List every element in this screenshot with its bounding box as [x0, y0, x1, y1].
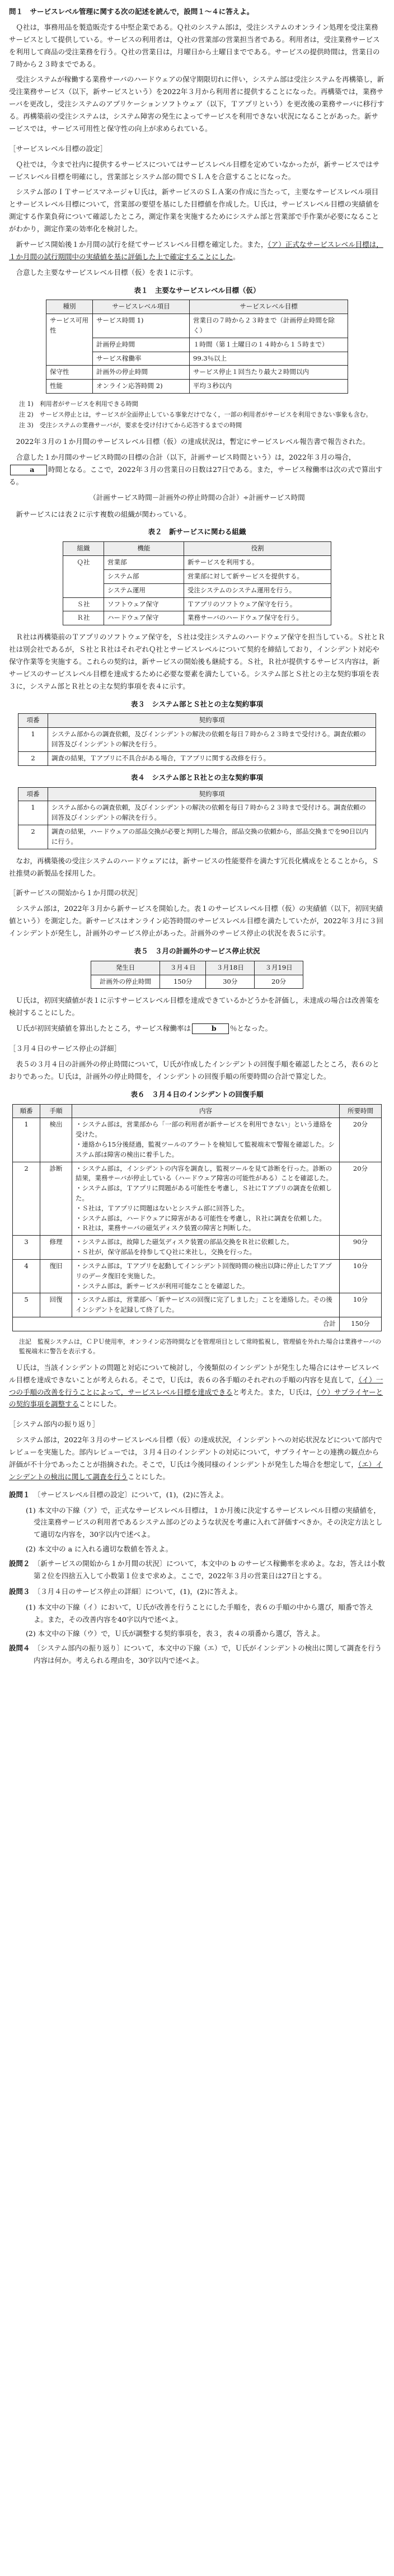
availability-text-post: ％となった。	[230, 1024, 273, 1033]
calc-paragraph-2	[9, 451, 385, 488]
question-item	[9, 1586, 385, 1598]
table1-header: サービスレベル目標	[190, 300, 348, 314]
calc-paragraph-1: 2022年３月の１か月間のサービスレベル目標（仮）の達成状況は，暫定にサービスレベル報告書で報告された。	[16, 437, 370, 446]
question-text: 〔３月４日のサービス停止の詳細〕について，(1)，(2)に答えよ。	[37, 1587, 242, 1596]
start-paragraph: システム部は，2022年３月から新サービスを開始した。表１のサービスレベル目標（仮）の実績値（以下，初回実績値という）を測定した。新サービスはオンライン応答時間のサービスレベル目標を満たしていたが，2022年３月に３回インシデントが発生し，計画外のサービス停止があった。計画外のサービス停止の状況を表５に示す。	[9, 904, 383, 938]
blank-a-box: a	[10, 465, 47, 475]
calc-text: 合意した１か月間のサービス時間の目標の合計（以下，計画サービス時間という）は，2022年３月の場合，	[16, 453, 356, 462]
review-text-pre: システム部は，2022年３月のサービスレベル目標（仮）の達成状況，インシデントへの対応状況などについて部内でレビューを実施した。部内レビューでは，３月４日のインシデントの対応について，サプライヤーとの連携の観点から評価が不十分であったことが指摘された。そこで，Ｕ氏は今後同様のインシデントが発生した場合を想定して，	[9, 1436, 383, 1469]
table6-step: 回復	[40, 1293, 72, 1317]
table1-item: 計画外の停止時間	[93, 366, 190, 380]
table2-role: 受注システムのシステム運用を行う。	[184, 583, 331, 597]
table4-text: システム部からの調査依頼，及びインシデントの解決の依頼を毎日７時から２３時まで受付ける。調査依頼の回答及びインシデントの解決を行う。	[48, 801, 376, 825]
table3-no: 2	[18, 751, 48, 765]
table1	[46, 300, 348, 394]
table2-org: Ｓ社	[63, 597, 104, 611]
table6-header: 順番	[13, 1104, 40, 1118]
table6-time: 10分	[340, 1259, 382, 1293]
table6-no: 3	[13, 1236, 40, 1260]
table6-no: 2	[13, 1162, 40, 1236]
table3-header: 契約事項	[48, 714, 376, 728]
question-text: 〔新サービスの開始から１か月間の状況〕について，本文中の b のサービス稼働率を求めよ。なお，答えは小数第２位を四捨五入して小数第１位まで求めよ。ここで，2022年３月の営業日は27日とする。	[34, 1559, 385, 1580]
table5-row-label: 計画外の停止時間	[91, 975, 160, 989]
table6-step: 修理	[40, 1236, 72, 1260]
table6-time: 90分	[340, 1236, 382, 1260]
sla-text-pre: 新サービス開始後１か月間の試行を経てサービスレベル目標を確定した。また，	[16, 240, 268, 249]
table6-content: ・システム部は，営業部へ「新サービスの回復に完了しました」ことを連絡した。その後インシデントを記録して終了した。	[72, 1293, 340, 1317]
table6-content: ・システム部は，Ｔアプリを起動してインシデント回復時間の検出以降に停止したＴアプリのデータ復旧を実施した。 ・システム部は，新サービスが利用可能なことを確認した。	[72, 1259, 340, 1293]
question-label: 設問４	[9, 1644, 30, 1653]
table4-caption: 表４ システム部とＲ社との主な契約事項	[130, 773, 264, 782]
question-label: 設問１	[9, 1490, 30, 1499]
hardware-paragraph: なお，再構築後の受注システムのハードウェアには，新サービスの性能要件を満たす冗長化構成をとることから，Ｓ社推奨の新製品を採用した。	[9, 856, 379, 877]
table3-text: システム部からの調査依頼，及びインシデントの解決の依頼を毎日７時から２３時まで受付ける。調査依頼の回答及びインシデントの解決を行う。	[48, 728, 376, 752]
table2-role: Ｔアプリのソフトウェア保守を行う。	[184, 597, 331, 611]
table5-caption: 表５ ３月の計画外のサービス停止状況	[134, 946, 260, 955]
table5-header: 発生日	[91, 961, 160, 975]
review-paragraph	[9, 1434, 385, 1483]
table1-target: 99.3％以上	[190, 352, 348, 366]
question-label: 設問３	[9, 1587, 30, 1596]
table5-header: ３月４日	[160, 961, 206, 975]
question-label: 設問２	[9, 1559, 30, 1568]
table4	[18, 787, 376, 849]
table5-value: 30分	[206, 975, 255, 989]
table2-org: Ｑ社	[63, 556, 104, 597]
section-heading-sla: ［サービスレベル目標の設定］	[9, 144, 107, 153]
evaluation-paragraph: Ｕ氏は，初回実績値が表１に示すサービスレベル目標を達成できているかどうかを評価し，未達成の場合は改善策を検討することにした。	[9, 996, 380, 1017]
table6-content: ・システム部は，営業部から「一部の利用者が新サービスを利用できない」という連絡を受けた。 ・連絡から15分後経過，監視ツールのアラートを検知して監視端末で警報を確認した。システム部は障害の検出に着手した。	[72, 1118, 340, 1162]
table5-header: ３月19日	[255, 961, 303, 975]
table5	[91, 961, 303, 989]
table1-note: 注 1) 利用者がサービスを利用できる時間	[19, 400, 138, 408]
table5-header: ３月18日	[206, 961, 255, 975]
availability-formula: （計画サービス時間－計画外の停止時間の合計）÷計画サービス時間	[89, 493, 305, 502]
table6-note: 注記 監視システムは，ＣＰＵ使用率，オンライン応答時間などを管理項目として常時監視し，管理値を外れた場合は業務サーバの監視端末に警告を表示する。	[19, 1338, 382, 1355]
table1-kind: サービス可用性	[46, 314, 93, 366]
table1-header: 種別	[46, 300, 93, 314]
table6-caption: 表６ ３月４日のインシデントの回復手順	[130, 1090, 264, 1098]
table4-no: 1	[18, 801, 48, 825]
question-list	[9, 1489, 385, 1667]
table1-caption: 表１ 主要なサービスレベル目標（仮）	[134, 286, 260, 294]
table1-target: １時間（第１土曜日の１４時から１５時まで）	[190, 338, 348, 352]
table1-item: サービス時間 1)	[93, 314, 190, 338]
table1-header: サービスレベル項目	[93, 300, 190, 314]
table6-step: 診断	[40, 1162, 72, 1236]
section-heading-review: ［システム部内の振り返り］	[9, 1420, 100, 1429]
table6-content: ・システム部は，インシデントの内容を調査し，監視ツールを見て診断を行った。診断の結果，業務サーバが停止している（ハードウェア障害の可能性がある）ことを確認した。 ・システム部は，Ｔアプリに問題がある可能性を考慮し，Ｓ社にＴアプリの調査を依頼した。 ・Ｓ社は，Ｔアプリに問題はないとシステム部に回答した。 ・システム部は，ハードウェアに障害がある可能性を考慮し，Ｒ社に調査を依頼した。 ・Ｒ社は，業務サーバの磁気ディスク装置の障害と判断した。	[72, 1162, 340, 1236]
table6-header: 手順	[40, 1104, 72, 1118]
table6-time: 20分	[340, 1118, 382, 1162]
table1-note: 注 2) サービス停止とは，サービスが全面停止している事象だけでなく，一部の利用者がサービスを利用できない事象も含む。	[19, 411, 372, 419]
question-sub-item: (2) 本文中の a に入れる適切な数値を答えよ。	[26, 1545, 173, 1554]
table1-target: 平均３秒以内	[190, 380, 348, 394]
table4-header: 契約事項	[48, 787, 376, 801]
underline-e: （エ）インシデントの検出に関して調査を行う	[9, 1460, 383, 1481]
intro-paragraph-2: 受注システムが稼働する業務サーバのハードウェアの保守期限切れに伴い，システム部は受注システムを再構築し，新受注業務サービス（以下，新サービスという）を2022年３月から利用者に提供することになった。再構築では，業務サーバを更改し，受注システムのアプリケーションソフトウェア（以下，Ｔアプリという）を更改後の業務サーバに移行する。再構築前の受注システムは，システム障害の発生によってサービスを利用できない状況になることがあった。新サービスでは，サービス可用性と保守性の向上が求められている。	[9, 75, 384, 133]
table6-step: 復旧	[40, 1259, 72, 1293]
review-text-post: ことにした。	[127, 1472, 170, 1481]
section-heading-start: ［新サービスの開始から１か月間の状況］	[9, 889, 142, 897]
table2-header: 役割	[184, 542, 331, 556]
table6-total-value: 150分	[340, 1317, 382, 1331]
table2-func: ソフトウェア保守	[104, 597, 184, 611]
availability-paragraph	[9, 1022, 385, 1035]
table2-func: システム運用	[104, 583, 184, 597]
sla-paragraph-2: システム部のＩＴサービスマネージャＵ氏は，新サービスのＳＬＡ案の作成に当たって，主要なサービスレベル項目とサービスレベル目標について，営業部の要望を基にした目標値を作成した。Ｕ氏は，サービスレベル目標の実績値を測定する作業負荷について確認したところ，測定作業を実施するためにシステム部と営業部で手作業が必要になることがわかり，測定作業の効率化を検討した。	[9, 188, 380, 233]
table2-role: 業務サーバのハードウェア保守を行う。	[184, 611, 331, 625]
table6-header: 内容	[72, 1104, 340, 1118]
table6	[12, 1104, 382, 1331]
underline-i: （イ）一つの手順の改善を行うことによって，サービスレベル目標を達成できる	[9, 1375, 383, 1396]
table6-no: 5	[13, 1293, 40, 1317]
table5-value: 20分	[255, 975, 303, 989]
underline-a: （ア）正式なサービスレベル目標は，１か月間の試行期間中の実績値を基に評価した上で確定することにした	[9, 240, 383, 261]
table1-notes	[19, 399, 385, 430]
table3-text: 調査の結果，Ｔアプリに不具合がある場合，Ｔアプリに関する改修を行う。	[48, 751, 376, 765]
improvement-paragraph	[9, 1362, 385, 1411]
blank-b-box: b	[192, 1023, 229, 1034]
question-sub-item: (1) 本文中の下線（ア）で，正式なサービスレベル目標は，１か月後に決定するサービスレベル目標の実績値を，受注業務サービスの利用者であるシステム部のどのような状況を考慮に入れて評価すべきか。その決定方法として適切な内容を，30字以内で述べよ。	[26, 1506, 383, 1539]
table2-role: 新サービスを利用する。	[184, 556, 331, 570]
question-title: 問１ サービスレベル管理に関する次の記述を読んで，設問１〜４に答えよ。	[9, 7, 254, 16]
intro-paragraph-1: Ｑ社は，事務用品を製造販売する中堅企業である。Ｑ社のシステム部は，受注システムのオンライン処理を受注業務サービスとして提供している。サービスの利用者は，Ｑ社の営業部の営業担当者である。利用者は，受注業務サービスを利用して商品の受注業務を行う。Ｑ社の営業日は，月曜日から土曜日までである。サービスの提供時間は，営業日の７時から２３時までである。	[9, 22, 380, 68]
question-text: 〔システム部内の振り返り〕について，本文中の下線（エ）で，Ｕ氏がインシデントの検出に関して調査を行う内容は何か。考えられる理由を，30字以内で述べよ。	[34, 1644, 382, 1665]
table1-target: サービス停止１回当たり最大２時間以内	[190, 366, 348, 380]
table2-func: システム部	[104, 569, 184, 583]
section-heading-stop: ［３月４日のサービス停止の詳細］	[9, 1044, 121, 1053]
table2	[63, 541, 331, 625]
table2-header: 組織	[63, 542, 104, 556]
question-item	[9, 1642, 385, 1667]
table3	[18, 713, 376, 765]
table3-header: 項番	[18, 714, 48, 728]
question-sub-item: (1) 本文中の下線（イ）において，Ｕ氏が改善を行うことにした手順を，表６の手順の中から選び，順番で答えよ。また，その改善内容を40字以内で述べよ。	[26, 1602, 373, 1624]
exam-page	[9, 0, 385, 1680]
calc-paragraph-3: 新サービスには表２に示す複数の組織が関わっている。	[16, 509, 191, 518]
table6-time: 20分	[340, 1162, 382, 1236]
table2-role: 営業部に対して新サービスを提供する。	[184, 569, 331, 583]
table6-no: 4	[13, 1259, 40, 1293]
table2-func: ハードウェア保守	[104, 611, 184, 625]
table2-func: 営業部	[104, 556, 184, 570]
question-item	[9, 1558, 385, 1582]
stop-paragraph: 表５の３月４日の計画外の停止時間について，Ｕ氏が作成したインシデントの回復手順を確認したところ，表６のとおりであった。Ｕ氏は，計画外の停止時間を，インシデントの回復手順の所要時間の合計で算定した。	[9, 1059, 379, 1081]
table6-content: ・システム部は，故障した磁気ディスク装置の部品交換をＲ社に依頼した。 ・Ｓ社が，保守部品を持参してＱ社に来社し，交換を行った。	[72, 1236, 340, 1260]
table6-time: 10分	[340, 1293, 382, 1317]
sla-paragraph-1: Ｑ社では，今まで社内に提供するサービスについてはサービスレベル目標を定めていなかったが，新サービスではサービスレベル目標を明確にし，営業部とシステム部の間でＳＬＡを合意することになった。	[9, 160, 380, 181]
contract-paragraph: Ｒ社は再構築前のＴアプリのソフトウェア保守を，Ｓ社は受注システムのハードウェア保守を担当している。Ｓ社とＲ社は別会社であるが，Ｓ社とＲ社はそれぞれＱ社とサービスレベルについて契約を締結しており，インシデント対応や保守作業等を実施する。これらの契約は，新サービスの開始後も継続する。Ｓ社，Ｒ社が提供するサービス内容は，新サービスのサービスレベル目標を達成するために必要な要素を満たしている。システム部とＳ社との主な契約事項を表３に，システム部とＲ社との主な契約事項を表４に示す。	[9, 633, 386, 690]
table1-target: 営業日の７時から２３時まで（計画停止時間を除く）	[190, 314, 348, 338]
improvement-text-mid: と考えた。また，Ｕ氏は，	[232, 1387, 317, 1396]
table1-note: 注 3) 受注システムの業務サーバが，要求を受け付けてから応答するまでの時間	[19, 422, 242, 429]
question-item	[9, 1489, 385, 1501]
table6-header: 所要時間	[340, 1104, 382, 1118]
table2-header: 機能	[104, 542, 184, 556]
availability-text-pre: Ｕ氏が初回実績値を算出したところ，サービス稼働率は	[16, 1024, 191, 1033]
table6-no: 1	[13, 1118, 40, 1162]
improvement-text-pre: Ｕ氏は，当該インシデントの問題と対応について検討し，今後類似のインシデントが発生した場合にはサービスレベル目標を達成できないことが考えられる。そこで，Ｕ氏は，表６の各手順のそれぞれの手順の内容を見直して，	[9, 1363, 379, 1384]
table2-org: Ｒ社	[63, 611, 104, 625]
calc-text-after: 時間となる。ここで，2022年３月の営業日の日数は27日である。また，サービス稼働率は次の式で算出する。	[9, 465, 383, 486]
table6-step: 検出	[40, 1118, 72, 1162]
table1-item: 計画停止時間	[93, 338, 190, 352]
table2-caption: 表２ 新サービスに関わる組織	[148, 527, 246, 536]
sla-paragraph-3	[9, 239, 385, 263]
table1-item: オンライン応答時間 2)	[93, 380, 190, 394]
table6-total-label: 合計	[13, 1317, 340, 1331]
table4-no: 2	[18, 825, 48, 849]
question-text: 〔サービスレベル目標の設定〕について，(1)，(2)に答えよ。	[37, 1490, 228, 1499]
improvement-text-post: ことにした。	[79, 1400, 121, 1409]
underline-u: （ウ）サプライヤーとの契約事項を調整する	[9, 1387, 383, 1409]
table1-kind: 保守性	[46, 366, 93, 380]
table1-kind: 性能	[46, 380, 93, 394]
sla-text-post: 。	[233, 252, 240, 261]
table3-no: 1	[18, 728, 48, 752]
question-sub-item: (2) 本文中の下線（ウ）で，Ｕ氏が調整する契約事項を，表３，表４の項番から選び，答えよ。	[26, 1629, 325, 1638]
table3-caption: 表３ システム部とＳ社との主な契約事項	[130, 699, 264, 708]
sla-agreed-text: 合意した主要なサービスレベル目標（仮）を表１に示す。	[16, 268, 198, 277]
table1-item: サービス稼働率	[93, 352, 190, 366]
table4-text: 調査の結果，ハードウェアの部品交換が必要と判明した場合，部品交換の依頼から，部品交換までを90日以内に行う。	[48, 825, 376, 849]
table5-value: 150分	[160, 975, 206, 989]
table4-header: 項番	[18, 787, 48, 801]
